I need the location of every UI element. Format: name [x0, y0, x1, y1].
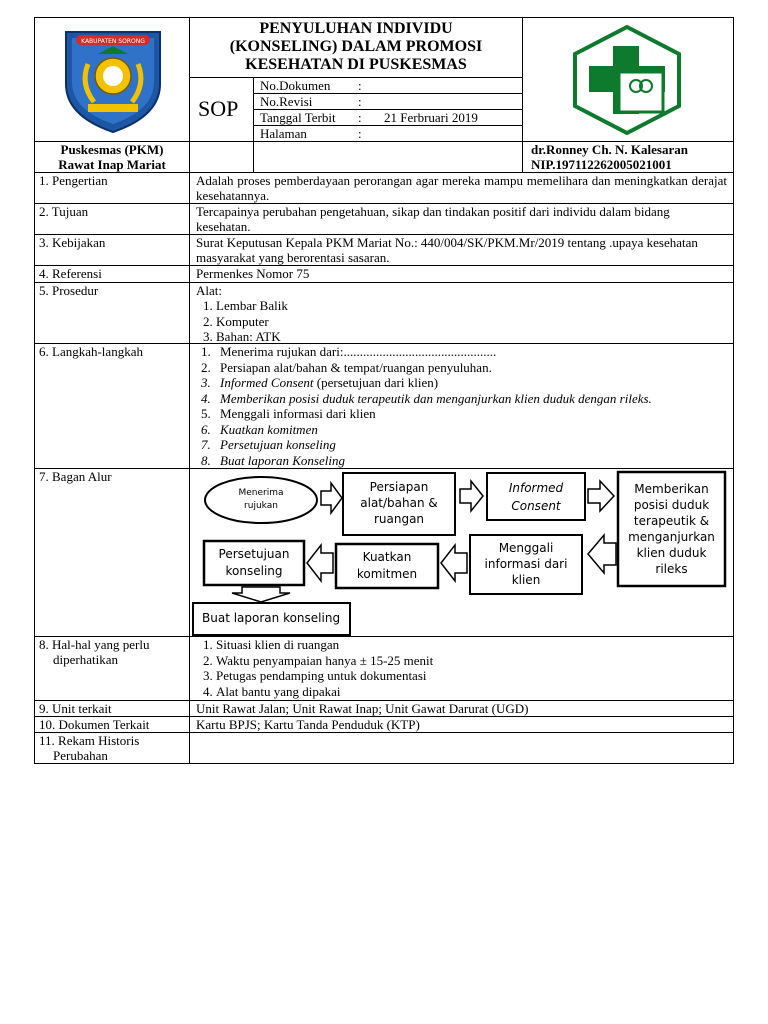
- row-dokumen-content: Kartu BPJS; Kartu Tanda Penduduk (KTP): [189, 716, 734, 733]
- flow-label-kuatkan: Kuatkan komitmen: [356, 550, 418, 581]
- row-rekam-label: 11. Rekam Historis Perubahan: [34, 732, 190, 764]
- row-pengertian-content: Adalah proses pemberdayaan perorangan agar mereka mampu memelihara dan meningkatkan derajat kesehatannya.: [189, 172, 734, 204]
- row-rekam-content: [189, 732, 734, 764]
- row-dokumen-label: 10. Dokumen Terkait: [34, 716, 190, 733]
- list-item: 2. Komputer: [216, 314, 727, 330]
- emblem-caption: KABUPATEN SORONG: [81, 38, 145, 45]
- signer-nip: NIP.197112262005021001: [531, 157, 672, 172]
- flow-arrow-3: [588, 481, 614, 511]
- row-langkah-label: 6. Langkah-langkah: [34, 343, 190, 469]
- list-item: 2. Persiapan alat/bahan & tempat/ruangan penyuluhan.: [214, 360, 727, 376]
- flow-arrow-5: [441, 545, 467, 581]
- org-line-2: Rawat Inap Mariat: [58, 157, 166, 172]
- org-cell: [34, 141, 190, 173]
- row-bagan-content: [189, 468, 734, 637]
- flow-arrow-4: [588, 535, 616, 573]
- list-item: 3. Bahan: ATK: [216, 329, 727, 345]
- row-tujuan-content: Tercapainya perubahan pengetahuan, sikap dan tindakan positif dari individu dalam bidang kesehatan.: [189, 203, 734, 235]
- flow-label-buat-laporan: Buat laporan konseling: [202, 611, 341, 625]
- flow-label-persiapan: Persiapan alat/bahan & ruangan: [360, 480, 438, 526]
- list-item: 3. Informed Consent (persetujuan dari klien): [214, 375, 727, 391]
- title-line-3: KESEHATAN DI PUSKESMAS: [245, 56, 467, 73]
- list-item: 4. Alat bantu yang dipakai: [216, 684, 727, 700]
- row-tujuan-label: 2. Tujuan: [34, 203, 190, 235]
- row-referensi-content: Permenkes Nomor 75: [189, 265, 734, 283]
- list-item: 6. Kuatkan komitmen: [214, 422, 727, 438]
- header-right-logo-cell: [522, 17, 734, 142]
- flow-arrow-1: [321, 483, 342, 513]
- list-item: 1. Lembar Balik: [216, 298, 727, 314]
- list-item: 2. Waktu penyampaian hanya ± 15-25 menit: [216, 653, 727, 669]
- sop-label: SOP: [198, 96, 239, 121]
- list-item: 4. Memberikan posisi duduk terapeutik dan menganjurkan klien duduk dengan rileks.: [214, 391, 727, 407]
- signer-name: dr.Ronney Ch. N. Kalesaran: [531, 142, 688, 157]
- list-item: 1. Menerima rujukan dari:...............................................: [214, 344, 727, 360]
- header-title-cell: [189, 17, 523, 78]
- district-emblem-icon: [58, 24, 168, 136]
- row-kebijakan-label: 3. Kebijakan: [34, 234, 190, 266]
- meta-row-no-revisi: No.Revisi :: [253, 93, 523, 110]
- row-hal-label: 8. Hal-hal yang perlu diperhatikan: [34, 636, 190, 701]
- list-item: 1. Situasi klien di ruangan: [216, 637, 727, 653]
- row-pengertian-label: 1. Pengertian: [34, 172, 190, 204]
- flow-arrow-7: [232, 587, 290, 602]
- row-langkah-content: [189, 343, 734, 469]
- org-empty-cell-2: [253, 141, 523, 173]
- flow-label-persetujuan: Persetujuan konseling: [218, 547, 290, 578]
- health-cross-logo-icon: [567, 24, 687, 136]
- title-line-1: PENYULUHAN INDIVIDU: [259, 20, 453, 37]
- row-hal-content: [189, 636, 734, 701]
- signer-cell: [522, 141, 734, 173]
- meta-row-tanggal-terbit: Tanggal Terbit : 21 Ferbruari 2019: [253, 109, 523, 126]
- flow-arrow-6: [307, 545, 333, 581]
- row-kebijakan-content: Surat Keputusan Kepala PKM Mariat No.: 440/004/SK/PKM.Mr/2019 tentang .upaya kesehatan masyarakat yang berorentasi sasaran.: [189, 234, 734, 266]
- flow-label-memberikan: Memberikan posisi duduk terapeutik & menganjurkan klien duduk rileks: [628, 482, 715, 576]
- prosedur-intro: Alat:: [196, 283, 222, 298]
- meta-row-no-dokumen: No.Dokumen :: [253, 77, 523, 94]
- row-unit-label: 9. Unit terkait: [34, 700, 190, 717]
- title-line-2: (KONSELING) DALAM PROMOSI: [229, 38, 483, 55]
- row-prosedur-label: 5. Prosedur: [34, 282, 190, 344]
- org-empty-cell-1: [189, 141, 254, 173]
- flow-label-menggali: Menggali informasi dari klien: [484, 541, 568, 587]
- org-line-1: Puskesmas (PKM): [60, 142, 164, 157]
- list-item: 7. Persetujuan konseling: [214, 437, 727, 453]
- flow-arrow-2: [460, 481, 483, 511]
- meta-row-halaman: Halaman :: [253, 125, 523, 142]
- row-unit-content: Unit Rawat Jalan; Unit Rawat Inap; Unit Gawat Darurat (UGD): [189, 700, 734, 717]
- row-prosedur-content: [189, 282, 734, 344]
- list-item: 3. Petugas pendamping untuk dokumentasi: [216, 668, 727, 684]
- flow-label-informed: Informed Consent: [508, 481, 564, 513]
- row-referensi-label: 4. Referensi: [34, 265, 190, 283]
- header-left-logo-cell: [34, 17, 190, 142]
- sop-cell: [189, 77, 254, 142]
- row-bagan-label: 7. Bagan Alur: [34, 468, 190, 637]
- flow-label-menerima: Menerima rujukan: [238, 488, 284, 511]
- list-item: 5. Menggali informasi dari klien: [214, 406, 727, 422]
- list-item: 8. Buat laporan Konseling: [214, 453, 727, 469]
